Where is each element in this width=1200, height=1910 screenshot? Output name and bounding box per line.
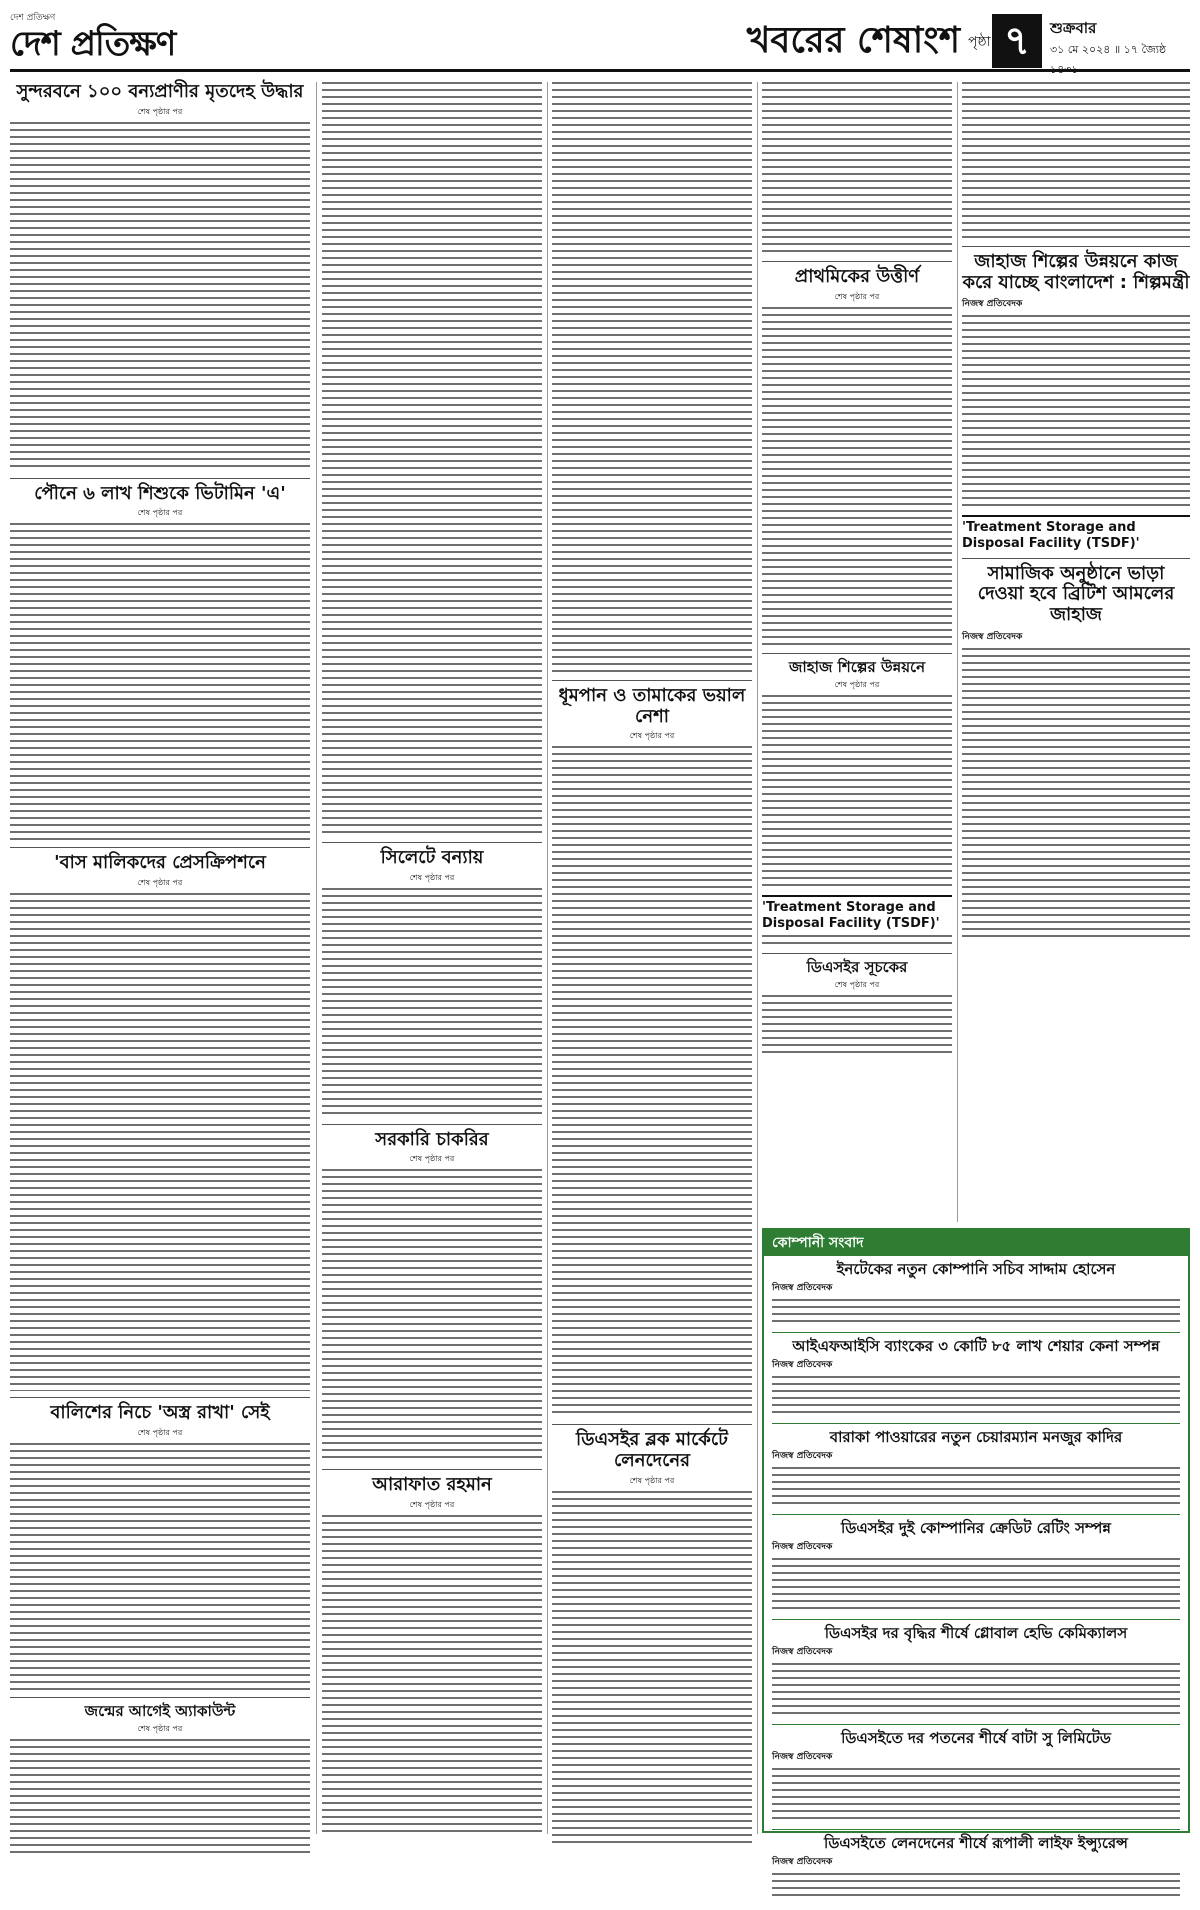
article-body: [762, 307, 952, 647]
column-divider: [757, 82, 758, 1834]
divider: [762, 953, 952, 954]
article-body: [322, 888, 542, 1118]
article-body-continued: [962, 82, 1190, 242]
divider: [322, 1124, 542, 1125]
article-headline[interactable]: জন্মের আগেই অ্যাকাউন্ট: [84, 1701, 236, 1720]
tsdf-callout: 'Treatment Storage and Disposal Facility (TSDF)': [962, 515, 1190, 551]
jump-line: শেষ পৃষ্ঠার পর: [629, 731, 675, 741]
divider: [772, 1829, 1180, 1830]
divider: [772, 1423, 1180, 1424]
article-headline[interactable]: বালিশের নিচে 'অস্ত্র রাখা' সেই: [50, 1402, 270, 1424]
article-body: [962, 648, 1190, 942]
article-headline[interactable]: আরাফাত রহমান: [372, 1474, 492, 1496]
byline: নিজস্ব প্রতিবেদক: [962, 631, 1023, 642]
article-british-era-ship[interactable]: [962, 564, 1190, 942]
article-headline[interactable]: প্রাথমিকের উত্তীর্ণ: [794, 266, 920, 287]
article-ship-industry-minister[interactable]: [962, 252, 1190, 552]
article-body-continued: [552, 82, 752, 676]
article-body-continued: [762, 82, 952, 257]
article-sylhet-flood[interactable]: [322, 848, 542, 1118]
article-body: [10, 1443, 310, 1691]
jump-line: শেষ পৃষ্ঠার পর: [834, 291, 880, 301]
jump-line: শেষ পৃষ্ঠার পর: [137, 1724, 183, 1733]
byline: নিজস্ব প্রতিবেদক: [772, 1647, 833, 1657]
jump-line: শেষ পৃষ্ঠার পর: [409, 1500, 455, 1510]
article-body: [762, 695, 952, 891]
divider: [762, 653, 952, 654]
divider: [322, 1469, 542, 1470]
article-headline[interactable]: 'বাস মালিকদের প্রেসক্রিপশনে: [54, 852, 266, 874]
section-title: খবরের শেষাংশ: [746, 20, 960, 61]
article-body: [962, 315, 1190, 511]
column-divider: [547, 82, 548, 1834]
company-news-item[interactable]: [772, 1834, 1180, 1901]
divider: [762, 261, 952, 262]
article-headline[interactable]: জাহাজ শিল্পের উন্নয়নে: [788, 657, 926, 676]
divider: [10, 1397, 310, 1398]
divider: [10, 1697, 310, 1698]
byline: নিজস্ব প্রতিবেদক: [772, 1451, 833, 1461]
article-body: [10, 1739, 310, 1857]
company-news-body: [772, 1663, 1180, 1719]
article-body: [10, 523, 310, 841]
divider: [962, 246, 1190, 247]
article-smoking[interactable]: [552, 686, 752, 1418]
column-divider: [316, 82, 317, 1834]
divider: [772, 1514, 1180, 1515]
company-news-list: [764, 1256, 1188, 1910]
company-news-header: কোম্পানী সংবাদ: [764, 1230, 1188, 1256]
article-body-continued: [322, 82, 542, 838]
divider: [10, 478, 310, 479]
article-dse-block-market[interactable]: [552, 1430, 752, 1846]
jump-line: শেষ পৃষ্ঠার পর: [409, 872, 455, 882]
divider: [772, 1332, 1180, 1333]
jump-line: শেষ পৃষ্ঠার পর: [409, 1154, 455, 1164]
article-body: [552, 1491, 752, 1847]
jump-line: শেষ পৃষ্ঠার পর: [629, 1475, 675, 1485]
article-birth-account[interactable]: [10, 1703, 310, 1857]
article-body: [322, 1169, 542, 1463]
article-body: [322, 1515, 542, 1837]
article-govt-jobs[interactable]: [322, 1130, 542, 1464]
divider: [552, 680, 752, 681]
article-body: [762, 995, 952, 1055]
page-number: ৭: [992, 14, 1042, 68]
company-news-body: [772, 1558, 1180, 1614]
article-headline[interactable]: জাহাজ শিল্পের উন্নয়নে কাজ করে যাচ্ছে বাংলাদেশ : শিল্পমন্ত্রী: [962, 251, 1190, 293]
article-headline[interactable]: ডিএসইর ব্লক মার্কেটে লেনদেনের: [576, 1429, 728, 1472]
article-body: [10, 893, 310, 1391]
article-arafat-rahman[interactable]: [322, 1475, 542, 1837]
column-3: [552, 82, 752, 1834]
company-news-headline[interactable]: ডিএসইতে লেনদেনের শীর্ষে রূপালী লাইফ ইন্স্যুরেন্স: [824, 1834, 1128, 1852]
article-ship-industry-continued[interactable]: [762, 659, 952, 947]
brand-tagline: দেশ প্রতিক্ষণ: [10, 13, 56, 23]
brand-logo[interactable]: [10, 10, 310, 68]
company-news-headline[interactable]: ডিএসইর দুই কোম্পানির ক্রেডিট রেটিং সম্পন্ন: [841, 1519, 1111, 1537]
company-news-body: [772, 1873, 1180, 1901]
byline: নিজস্ব প্রতিবেদক: [772, 1542, 833, 1552]
article-body: [552, 746, 752, 1418]
jump-line: শেষ পৃষ্ঠার পর: [137, 106, 183, 116]
company-news-item[interactable]: [772, 1624, 1180, 1719]
divider: [772, 1724, 1180, 1725]
company-news-body: [772, 1467, 1180, 1509]
brand-name: দেশ প্রতিক্ষণ: [10, 24, 176, 64]
divider: [772, 1619, 1180, 1620]
tsdf-callout: 'Treatment Storage and Disposal Facility (TSDF)': [762, 895, 952, 931]
article-dse-index[interactable]: [762, 959, 952, 1055]
article-headline[interactable]: পৌনে ৬ লাখ শিশুকে ভিটামিন 'এ': [34, 482, 286, 504]
jump-line: শেষ পৃষ্ঠার পর: [137, 878, 183, 888]
byline: নিজস্ব প্রতিবেদক: [962, 299, 1023, 310]
article-headline[interactable]: ধূমপান ও তামাকের ভয়াল নেশা: [558, 685, 746, 727]
article-headline[interactable]: সিলেটে বন্যায়: [380, 847, 484, 868]
company-news-item[interactable]: [772, 1428, 1180, 1509]
column-1: [10, 82, 310, 1834]
company-news-body: [772, 1768, 1180, 1824]
dateline-day: শুক্রবার: [1050, 19, 1097, 37]
company-news-headline[interactable]: বারাকা পাওয়ারের নতুন চেয়ারম্যান মনজুর কাদির: [829, 1428, 1123, 1446]
article-body: [762, 935, 952, 947]
byline: নিজস্ব প্রতিবেদক: [772, 1752, 833, 1762]
company-news-item[interactable]: [772, 1260, 1180, 1327]
column-2: [322, 82, 542, 1834]
company-news-headline[interactable]: ইনটেকের নতুন কোম্পানি সচিব সাদ্দাম হোসেন: [836, 1260, 1116, 1278]
company-news-headline[interactable]: আইএফআইসি ব্যাংকের ৩ কোটি ৮৫ লাখ শেয়ার কেনা সম্পন্ন: [792, 1337, 1160, 1355]
divider: [10, 847, 310, 848]
article-vitamin-a[interactable]: [10, 484, 310, 842]
jump-line: শেষ পৃষ্ঠার পর: [137, 1427, 183, 1437]
masthead: [10, 8, 1190, 76]
article-bus-owners[interactable]: [10, 853, 310, 1391]
company-news-box: [762, 1228, 1190, 1867]
article-headline[interactable]: সামাজিক অনুষ্ঠানে ভাড়া দেওয়া হবে ব্রিটিশ আমলের জাহাজ: [977, 562, 1175, 625]
company-news-body: [772, 1376, 1180, 1418]
company-news-item[interactable]: [772, 1519, 1180, 1614]
byline: নিজস্ব প্রতিবেদক: [772, 1283, 833, 1293]
article-body: [10, 122, 310, 472]
article-primary-pass[interactable]: [762, 267, 952, 647]
company-news-item[interactable]: [772, 1337, 1180, 1418]
company-news-item[interactable]: [772, 1729, 1180, 1824]
dateline-date: ৩১ মে ২০২৪ ॥ ১৭ জ্যৈষ্ঠ ১৪৩১: [1050, 43, 1167, 76]
article-headline[interactable]: সুন্দরবনে ১০০ বন্যপ্রাণীর মৃতদেহ উদ্ধার: [16, 81, 304, 102]
divider: [322, 842, 542, 843]
divider: [962, 558, 1190, 559]
article-headline[interactable]: সরকারি চাকরির: [375, 1128, 489, 1150]
company-news-headline[interactable]: ডিএসইতে দর পতনের শীর্ষে বাটা সু লিমিটেড: [841, 1729, 1111, 1747]
jump-line: শেষ পৃষ্ঠার পর: [834, 679, 880, 689]
column-divider: [957, 82, 958, 1222]
byline: নিজস্ব প্রতিবেদক: [772, 1857, 833, 1867]
dateline: [1050, 16, 1190, 76]
jump-line: শেষ পৃষ্ঠার পর: [137, 508, 183, 518]
byline: নিজস্ব প্রতিবেদক: [772, 1360, 833, 1370]
article-pillow-weapon[interactable]: [10, 1403, 310, 1691]
jump-line: শেষ পৃষ্ঠার পর: [834, 980, 880, 990]
article-sundarbans[interactable]: [10, 82, 310, 472]
company-news-body: [772, 1299, 1180, 1327]
page-label: পৃষ্ঠা: [968, 34, 991, 50]
article-headline[interactable]: ডিএসইর সূচকের: [806, 958, 908, 977]
divider: [552, 1424, 752, 1425]
company-news-headline[interactable]: ডিএসইর দর বৃদ্ধির শীর্ষে গ্লোবাল হেভি কেমিক্যালস: [824, 1624, 1128, 1642]
